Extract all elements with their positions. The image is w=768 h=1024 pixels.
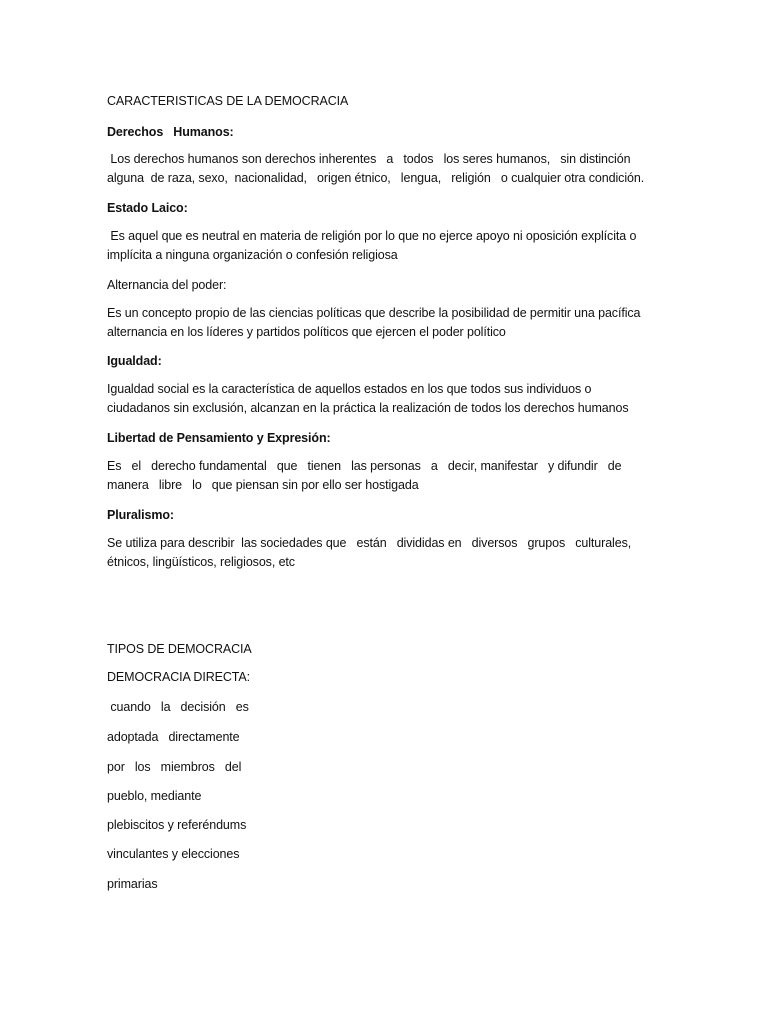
narrow-column-line: por los miembros del	[107, 760, 242, 774]
paragraph-line: Se utiliza para describir las sociedades que están divididas en diversos grupos culturales,	[107, 536, 632, 550]
paragraph-line: Los derechos humanos son derechos inherentes a todos los seres humanos, sin distinción	[107, 152, 631, 166]
paragraph-line: ciudadanos sin exclusión, alcanzan en la práctica la realización de todos los derechos humanos	[107, 401, 629, 415]
narrow-column-line: adoptada directamente	[107, 730, 240, 744]
narrow-column-line: plebiscitos y referéndums	[107, 818, 247, 832]
heading-estado-laico: Estado Laico:	[107, 201, 188, 215]
paragraph-line: Es aquel que es neutral en materia de religión por lo que no ejerce apoyo ni oposición explícita o	[107, 229, 637, 243]
paragraph-line: étnicos, lingüísticos, religiosos, etc	[107, 555, 295, 569]
heading-alternancia-del-poder: Alternancia del poder:	[107, 278, 227, 292]
heading-libertad-de-pensamiento: Libertad de Pensamiento y Expresión:	[107, 431, 331, 445]
paragraph-line: Es un concepto propio de las ciencias políticas que describe la posibilidad de permitir una pacífica	[107, 306, 641, 320]
heading-derechos-humanos: Derechos Humanos:	[107, 125, 234, 139]
narrow-column-line: cuando la decisión es	[107, 700, 249, 714]
paragraph-line: Es el derecho fundamental que tienen las personas a decir, manifestar y difundir de	[107, 459, 622, 473]
heading-igualdad: Igualdad:	[107, 354, 162, 368]
narrow-column-line: vinculantes y elecciones	[107, 847, 240, 861]
paragraph-line: manera libre lo que piensan sin por ello ser hostigada	[107, 478, 419, 492]
heading-pluralismo: Pluralismo:	[107, 508, 174, 522]
narrow-column-line: primarias	[107, 877, 158, 891]
paragraph-line: implícita a ninguna organización o confesión religiosa	[107, 248, 398, 262]
section-title-tipos: TIPOS DE DEMOCRACIA	[107, 642, 252, 656]
narrow-column-line: pueblo, mediante	[107, 789, 202, 803]
paragraph-line: Igualdad social es la característica de aquellos estados en los que todos sus individuos o	[107, 382, 592, 396]
paragraph-line: alternancia en los líderes y partidos políticos que ejercen el poder político	[107, 325, 506, 339]
paragraph-line: alguna de raza, sexo, nacionalidad, origen étnico, lengua, religión o cualquier otra condición.	[107, 171, 645, 185]
heading-democracia-directa: DEMOCRACIA DIRECTA:	[107, 670, 251, 684]
section-title-caracteristicas: CARACTERISTICAS DE LA DEMOCRACIA	[107, 94, 349, 108]
